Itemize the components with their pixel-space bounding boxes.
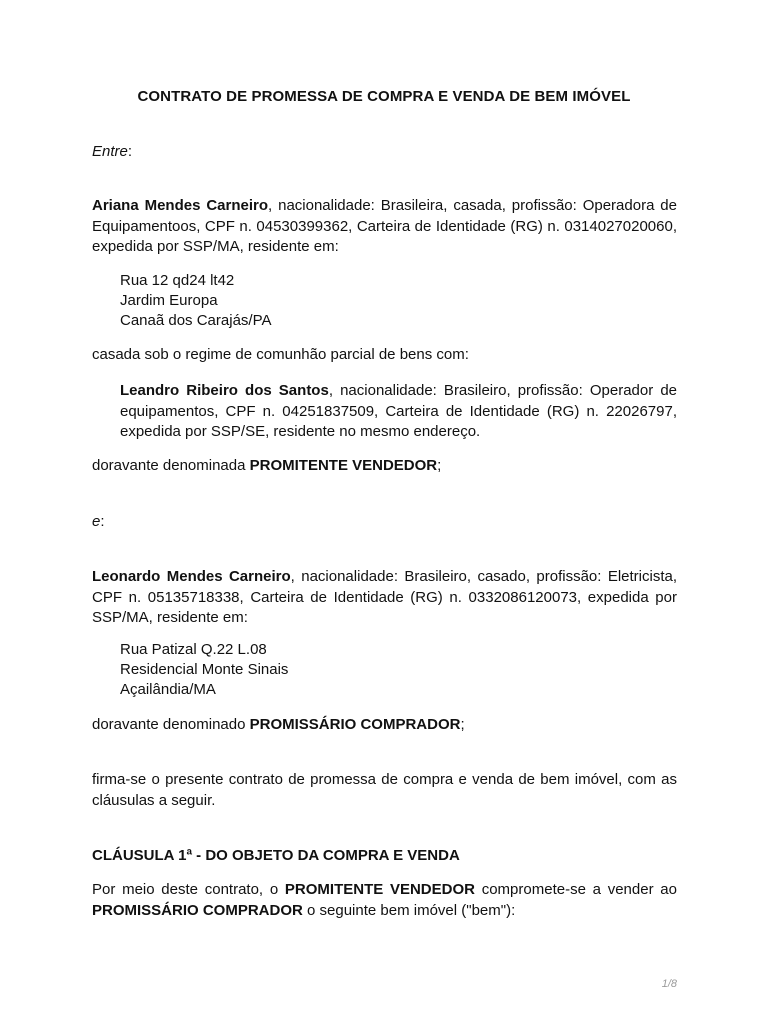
spouse-paragraph: [120, 381, 677, 443]
buyer-designation: [92, 715, 677, 736]
clause1-text-part: o seguinte bem imóvel ("bem"):: [302, 901, 516, 919]
seller-details: , nacionalidade: Brasileira, casada, profissão: Operadora de Equipamentoos, CPF n. 04530399362, Carteira de Identidade (RG) n. 0314027020060, expedida por SSP/MA, residente em:: [92, 197, 677, 256]
clause1-text-part: Por meio deste contrato, o: [92, 881, 285, 898]
seller-designation-prefix: doravante denominada: [92, 457, 250, 474]
and-line: [92, 512, 677, 533]
clause1-seller-role: PROMITENTE VENDEDOR: [284, 881, 475, 898]
and-colon: :: [100, 513, 105, 530]
seller-name: Ariana Mendes Carneiro: [92, 197, 269, 214]
page-number: 1/8: [661, 978, 677, 990]
seller-paragraph: [92, 196, 677, 258]
seller-address-line: Canaã dos Carajás/PA: [120, 311, 272, 329]
entre-colon: :: [127, 143, 133, 160]
buyer-role: PROMISSÁRIO COMPRADOR: [249, 716, 461, 733]
seller-role: PROMITENTE VENDEDOR: [249, 457, 438, 474]
buyer-paragraph: [92, 567, 677, 629]
seller-designation: [92, 456, 677, 477]
firma-paragraph: firma-se o presente contrato de promessa de compra e venda de bem imóvel, com as cláusulas a seguir.: [92, 771, 677, 809]
seller-address: [120, 271, 677, 330]
buyer-designation-prefix: doravante denominado: [92, 716, 250, 733]
clause1-paragraph: [92, 880, 677, 921]
buyer-details: , nacionalidade: Brasileiro, casado, profissão: Eletricista, CPF n. 05135718338, Carteira de Identidade (RG) n. 0332086120073, expedida por SSP/MA, residente em:: [92, 568, 678, 627]
spouse-details: , nacionalidade: Brasileiro, profissão: Operador de equipamentos, CPF n. 04251837509, Carteira de Identidade (RG) n. 22026797, expedida por SSP/SE, residente no mesmo endereço.: [120, 382, 677, 441]
entre-line: [92, 142, 677, 163]
buyer-designation-suffix: ;: [460, 716, 465, 733]
clause1-text-part: compromete-se a vender ao: [474, 881, 677, 898]
spouse-name: Leandro Ribeiro dos Santos: [120, 382, 329, 399]
buyer-address-line: Residencial Monte Sinais: [120, 660, 289, 678]
document-title: CONTRATO DE PROMESSA DE COMPRA E VENDA DE BEM IMÓVEL: [137, 88, 631, 105]
buyer-address-line: Açailândia/MA: [120, 680, 216, 698]
clause1-heading: [92, 846, 677, 867]
clause1-buyer-role: PROMISSÁRIO COMPRADOR: [92, 901, 303, 919]
entre-word: Entre: [92, 143, 128, 160]
buyer-name: Leonardo Mendes Carneiro: [92, 568, 291, 585]
seller-address-line: Rua 12 qd24 lt42: [120, 272, 235, 289]
and-word: e: [92, 513, 101, 530]
seller-address-line: Jardim Europa: [120, 291, 218, 309]
marriage-regime-text: casada sob o regime de comunhão parcial de bens com:: [92, 346, 469, 363]
seller-designation-suffix: ;: [437, 457, 442, 474]
clause1-heading-text: CLÁUSULA 1ª - DO OBJETO DA COMPRA E VENDA: [92, 847, 460, 864]
buyer-address-line: Rua Patizal Q.22 L.08: [120, 641, 267, 658]
buyer-address: [120, 640, 677, 699]
